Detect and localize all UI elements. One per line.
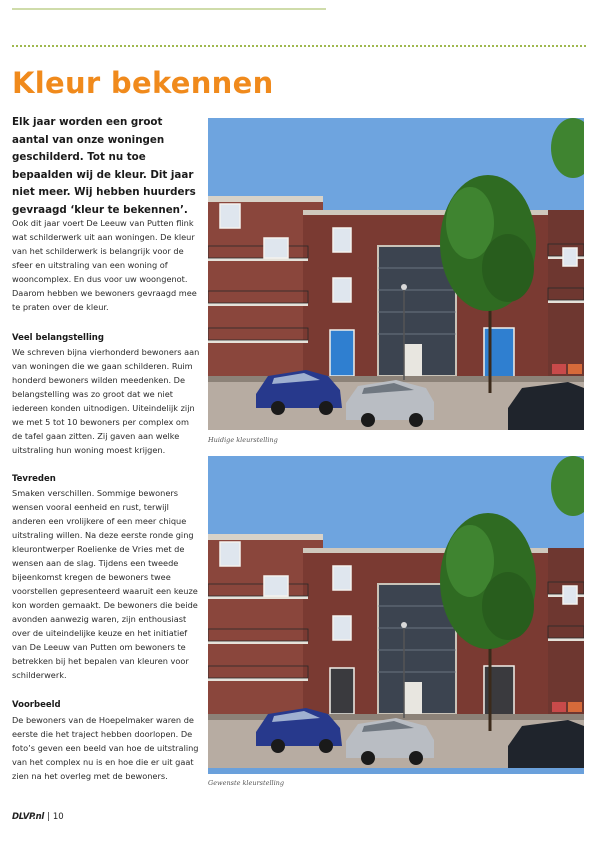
heading-voorbeeld: Voorbeeld xyxy=(12,700,61,710)
article-intro: Elk jaar worden een groot aantal van onze woningen geschilderd. Tot nu toe bepaalden wij de kleur. Dit jaar niet meer. Wij hebben huurders gevraagd ‘kleur te bekennen’. xyxy=(12,116,196,216)
photo-current-colors xyxy=(208,118,584,430)
dotted-divider xyxy=(12,45,586,47)
caption-desired-colors: Gewenste kleurstelling xyxy=(208,779,285,787)
building-photo-2 xyxy=(208,456,584,768)
section-text-voorbeeld: De bewoners van de Hoepelmaker waren de eerste die het traject hebben doorlopen. De foto’s geven een beeld van hoe de uitstraling van het complex nu is en hoe die er uit gaat zien na het overleg met de bewoners. xyxy=(12,715,199,781)
heading-veel-belangstelling: Veel belangstelling xyxy=(12,333,104,343)
dlvp-logo: DLVP.nl xyxy=(12,812,45,822)
caption-current-colors: Huidige kleurstelling xyxy=(208,436,278,444)
footer-separator: | xyxy=(47,812,50,822)
photo-desired-colors xyxy=(208,456,584,774)
article-title: Kleur bekennen xyxy=(12,66,274,100)
page-footer xyxy=(12,812,64,822)
paragraph-1: Ook dit jaar voert De Leeuw van Putten flink wat schilderwerk uit aan woningen. De kleur van het schilderwerk is belangrijk voor de sfeer en uitstraling van een woning of wooncomplex. En dus voor uw woongenot. Daarom hebben we bewoners gevraagd mee te praten over de kleur. xyxy=(12,218,197,312)
section-text-tevreden: Smaken verschillen. Sommige bewoners wensen vooral eenheid en rust, terwijl anderen een vrolijkere of een meer chique uitstraling willen. Na deze eerste ronde ging kleurontwerper Roelienke de Vries met de wensen aan de slag. Tijdens een tweede bijeenkomst kregen de bewoners twee voorstellen gepresenteerd waaruit een keuze kon worden gemaakt. De bewoners die beide avonden aanwezig waren, zijn enthousiast over de uiteindelijke keuze en het initiatief van De Leeuw van Putten om bewoners te betrekken bij het bepalen van kleuren voor schilderwerk. xyxy=(12,488,198,680)
top-rule xyxy=(12,8,326,10)
heading-tevreden: Tevreden xyxy=(12,474,56,484)
page-number: 10 xyxy=(52,812,64,822)
building-photo-1 xyxy=(208,118,584,430)
section-text-veel-belangstelling: We schreven bijna vierhonderd bewoners aan van woningen die we gaan schilderen. Ruim honderd bewoners wilden meedenken. De belangstelling was zo groot dat we niet iedereen konden uitnodigen. Uiteindelijk zijn we met 5 tot 10 bewoners per complex om de tafel gaan zitten. Zij gaven aan welke uitstraling hun woning moest krijgen. xyxy=(12,347,200,455)
